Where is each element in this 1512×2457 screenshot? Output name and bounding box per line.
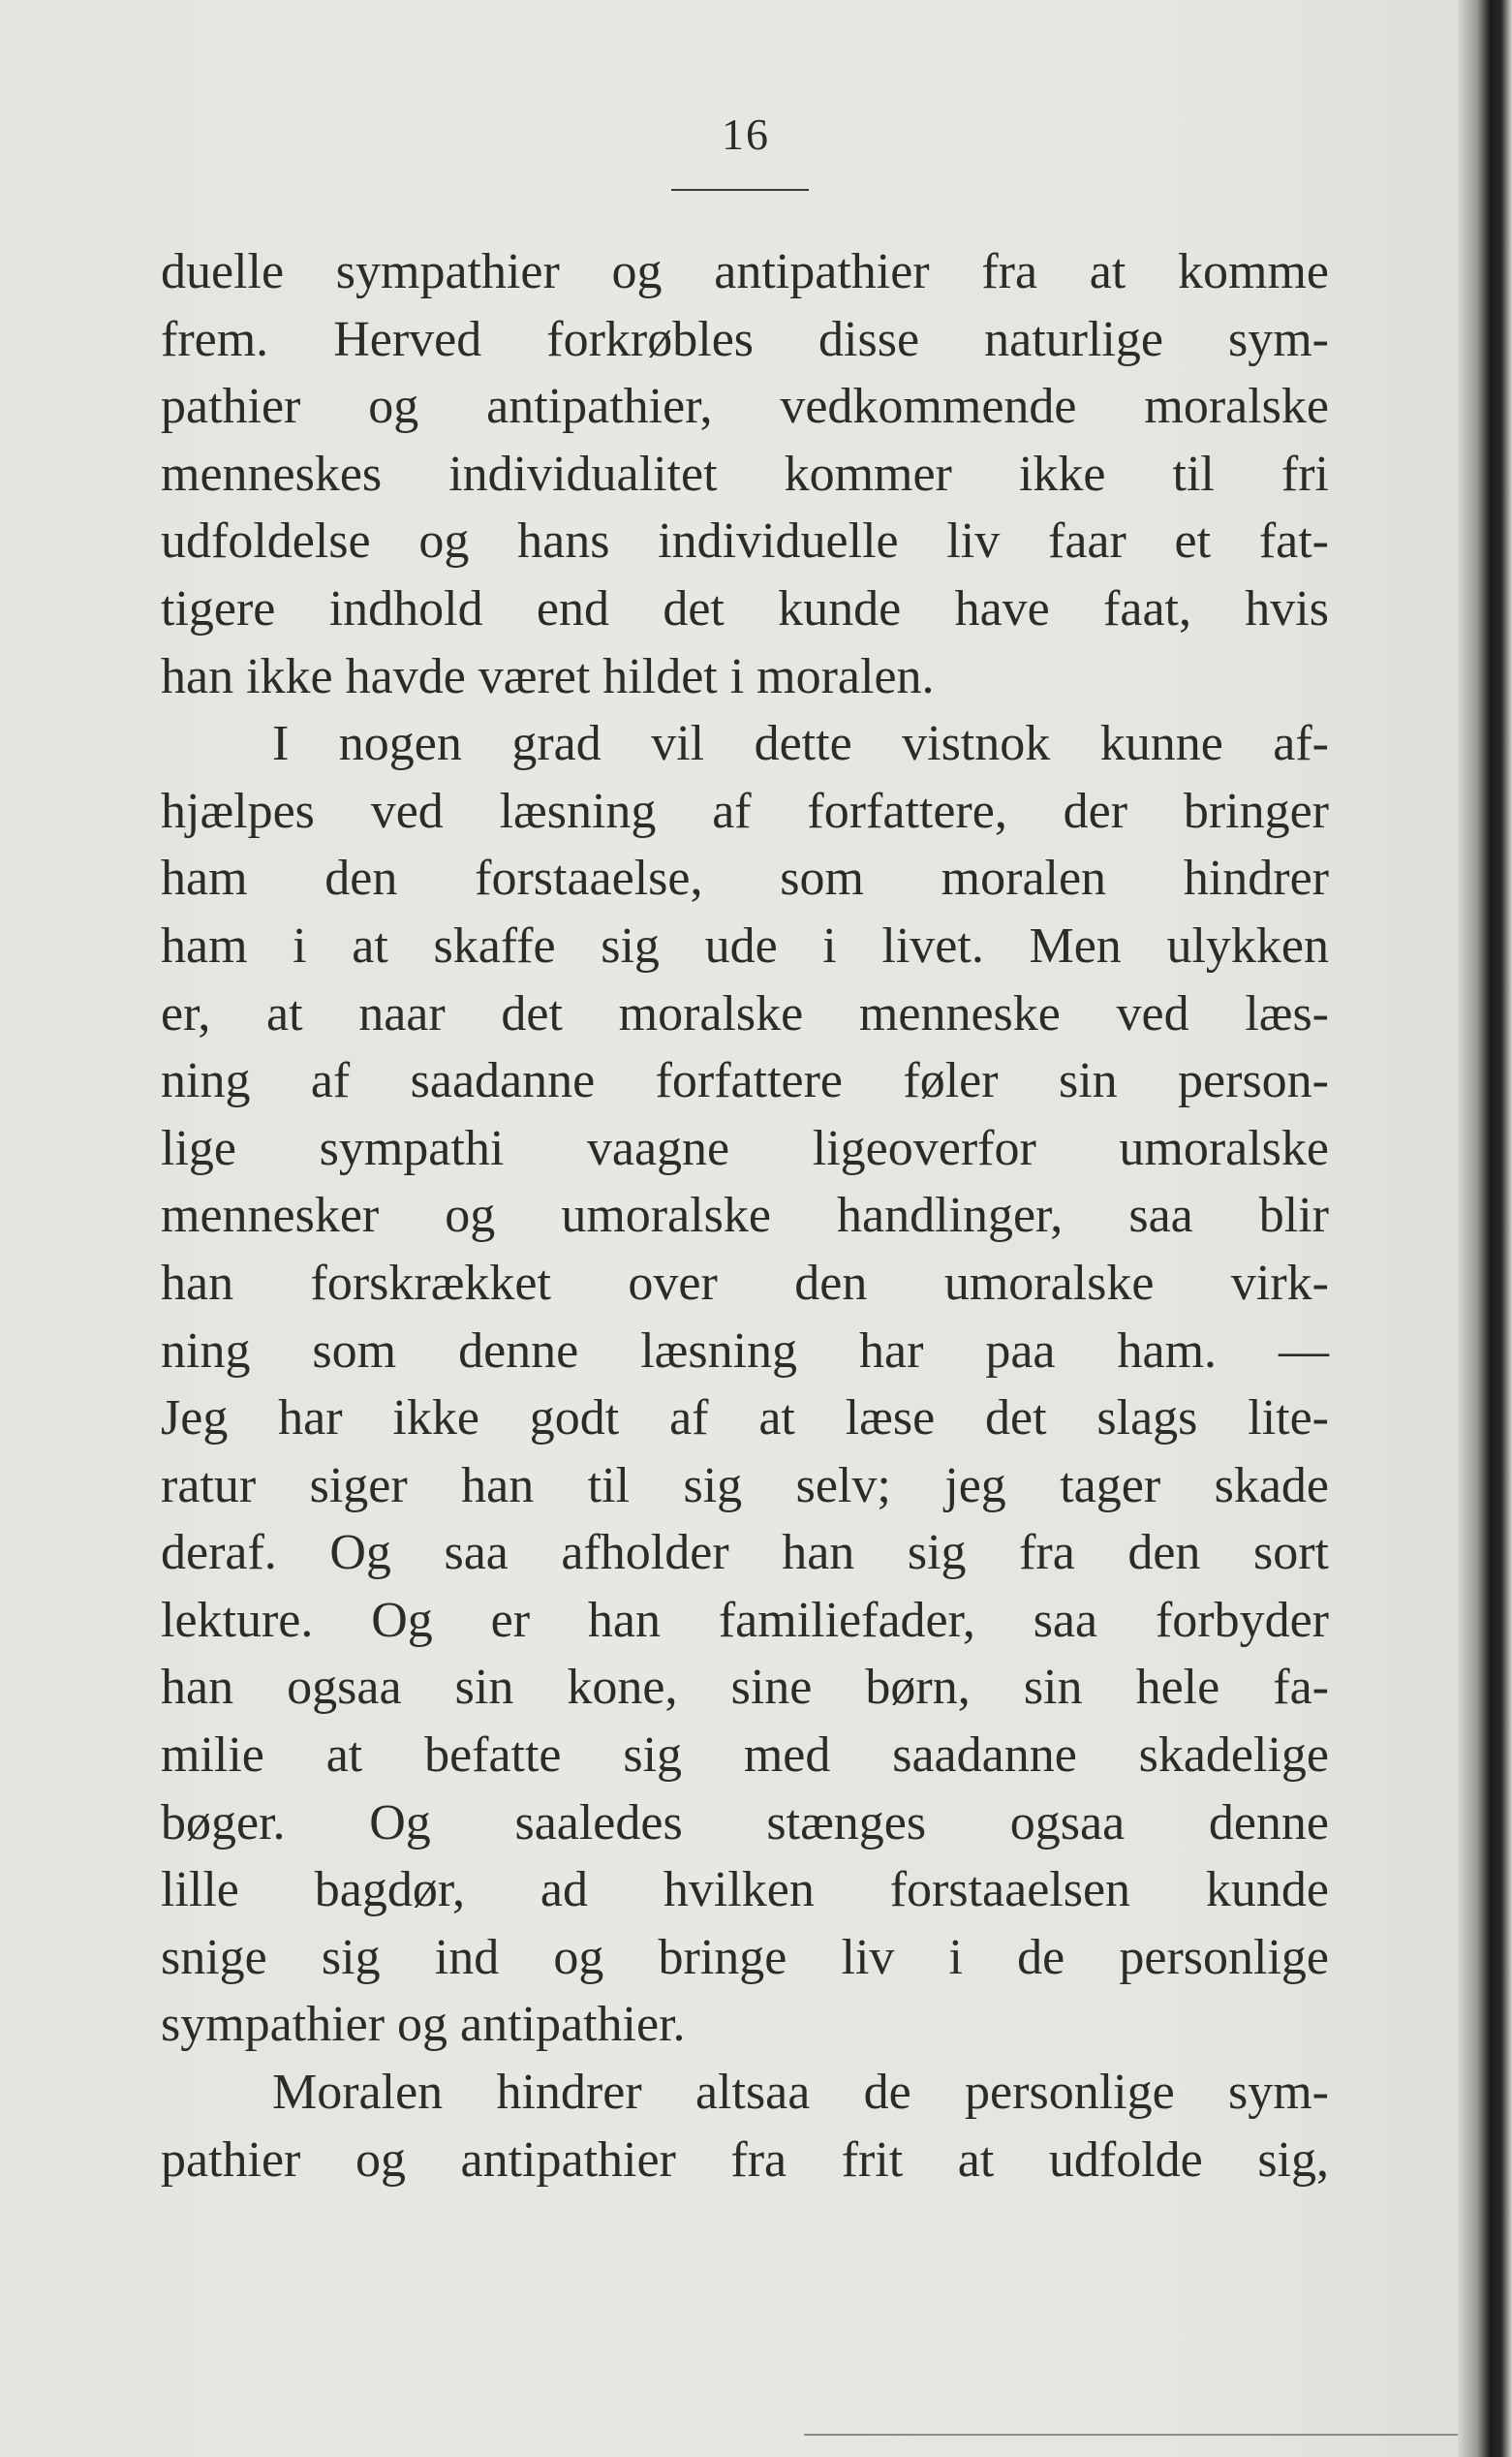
text-line: pathier og antipathier fra frit at udfolde sig, [161,2131,1329,2188]
text-line: duelle sympathier og antipathier fra at komme [161,244,1329,299]
text-line: milie at befatte sig med saadanne skadelige [161,1727,1329,1784]
page-bottom-edge [804,2434,1463,2436]
text-line: udfoldelse og hans individuelle liv faar et fat- [161,513,1329,570]
text-line: mennesker og umoralske handlinger, saa blir [161,1188,1329,1244]
text-line: bøger. Og saaledes stænges ogsaa denne [161,1794,1329,1851]
text-line: han ogsaa sin kone, sine børn, sin hele fa- [161,1660,1329,1716]
text-line: lille bagdør, ad hvilken forstaaelsen kunde [161,1862,1329,1918]
text-line: lige sympathi vaagne ligeoverfor umoralske [161,1120,1329,1176]
text-line: I nogen grad vil dette vistnok kunne af- [272,716,1329,772]
text-line: sympathier og antipathier. [161,1997,686,2053]
text-line: hjælpes ved læsning af forfattere, der bringer [161,783,1329,839]
text-line: ning som denne læsning har paa ham. — [161,1322,1329,1379]
text-line: ham i at skaffe sig ude i livet. Men ulykken [161,917,1329,974]
text-line: pathier og antipathier, vedkommende moralske [161,379,1329,435]
text-line: ratur siger han til sig selv; jeg tager skade [161,1457,1329,1513]
text-line: menneskes individualitet kommer ikke til fri [161,446,1329,502]
text-line: han forskrækket over den umoralske virk- [161,1255,1329,1311]
page-number: 16 [722,109,770,159]
text-line: Jeg har ikke godt af at læse det slags lite- [161,1390,1329,1446]
text-line: tigere indhold end det kunde have faat, hvis [161,580,1329,637]
book-binding-edge [1458,0,1512,2457]
text-line: Moralen hindrer altsaa de personlige sym- [272,2065,1329,2121]
text-line: lekture. Og er han familiefader, saa forbyder [161,1592,1329,1648]
text-line: snige sig ind og bringe liv i de personlige [161,1929,1329,1985]
text-line: er, at naar det moralske menneske ved læs- [161,985,1329,1042]
text-line: han ikke havde været hildet i moralen. [161,648,935,704]
text-line: deraf. Og saa afholder han sig fra den sort [161,1525,1329,1581]
text-line: frem. Herved forkrøbles disse naturlige sym- [161,311,1329,367]
body-text [161,238,1329,2193]
text-line: ning af saadanne forfattere føler sin person- [161,1053,1329,1109]
page-number-rule [671,189,809,191]
text-line: ham den forstaaelse, som moralen hindrer [161,851,1329,907]
